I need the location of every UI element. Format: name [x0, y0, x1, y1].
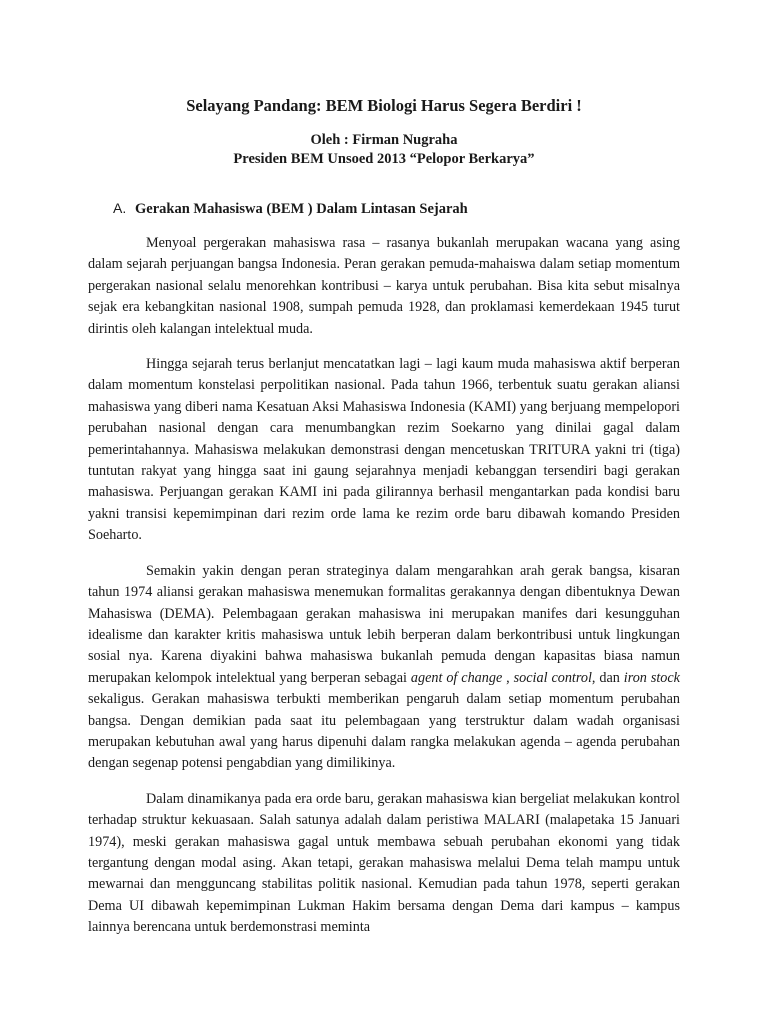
document-title: Selayang Pandang: BEM Biologi Harus Segera Berdiri ! — [186, 96, 582, 115]
paragraph-3-text-2: , — [502, 669, 514, 686]
paragraph-3-text-1: Semakin yakin dengan peran strateginya dalam mengarahkan arah gerak bangsa, kisaran tahun 1974 aliansi gerakan mahasiswa menemukan formalitas gerakannya dengan dibentuknya Dewan Mahasiswa (DEMA). Pelembagaan gerakan mahasiswa ini merupakan manifes dari kesungguhan idealisme dan karakter kritis mahasiswa untuk lebih berperan dalam berkontribusi untuk lingkungan sosial nya. Karena diyakini bahwa mahasiswa bukanlah pemuda dengan kapasitas biasa namun merupakan kelompok intelektual yang berperan sebagai — [88, 562, 680, 686]
paragraph-3-text-3: , dan — [591, 669, 624, 686]
section-heading-text: Gerakan Mahasiswa (BEM ) Dalam Lintasan Sejarah — [135, 201, 468, 217]
paragraph-3-italic-social-control: social control — [513, 669, 592, 686]
paragraph-3-text-4: sekaligus. Gerakan mahasiswa terbukti memberikan pengaruh dalam setiap momentum perubahan bangsa. Dengan demikian pada saat itu pelembagaan yang terstruktur dalam wadah organisasi merupakan kebutuhan awal yang harus dipenuhi dalam rangka melakukan agenda – agenda perubahan dengan segenap potensi pengabdian yang dimilikinya. — [88, 691, 680, 772]
paragraph-3-italic-agent-of-change: agent of change — [410, 669, 503, 686]
paragraph-2: Hingga sejarah terus berlanjut mencatatkan lagi – lagi kaum muda mahasiswa aktif berperan dalam momentum konstelasi perpolitikan nasional. Pada tahun 1966, terbentuk suatu gerakan aliansi mahasiswa yang diberi nama Kesatuan Aksi Mahasiswa Indonesia (KAMI) yang berjuang mempelopori perubahan nasional dengan cara menumbangkan rezim Soekarno yang dinilai gagal dalam pemerintahannya. Mahasiswa melakukan demonstrasi dengan mencetuskan TRITURA yakni tri (tiga) tuntutan rakyat yang hingga saat ini gaung sejarahnya menjadi kebanggan tersendiri bagi gerakan mahasiswa. Perjuangan gerakan KAMI ini pada gilirannya berhasil mengantarkan pada kondisi baru yakni transisi kepemimpinan dari rezim orde lama ke rezim orde baru dibawah komando Presiden Soeharto. — [88, 356, 680, 544]
author-line: Oleh : Firman Nugraha — [310, 132, 458, 148]
paragraph-1: Menyoal pergerakan mahasiswa rasa – rasanya bukanlah merupakan wacana yang asing dalam sejarah perjuangan bangsa Indonesia. Peran gerakan pemuda-mahaiswa dalam setiap momentum pergerakan nasional selalu menorehkan kontribusi – karya untuk perubahan. Bisa kita sebut misalnya sejak era kebangkitan nasional 1908, sumpah pemuda 1928, dan proklamasi kemerdekaan 1945 turut dirintis oleh kalangan intelektual muda. — [88, 235, 680, 337]
paragraph-4: Dalam dinamikanya pada era orde baru, gerakan mahasiswa kian bergeliat melakukan kontrol terhadap struktur kekuasaan. Salah satunya adalah dalam peristiwa MALARI (malapetaka 15 Januari 1974), meski gerakan mahasiswa gagal untuk membawa sebuah perubahan ekonomi yang tidak tergantung dengan modal asing. Akan tetapi, gerakan mahasiswa melalui Dema telah mampu untuk mewarnai dan mengguncang stabilitas politik nasional. Kemudian pada tahun 1978, seperti gerakan Dema UI dibawah kepemimpinan Lukman Hakim bersama dengan Dema dari kampus – kampus lainnya berencana untuk berdemonstrasi meminta — [88, 790, 680, 936]
section-heading — [113, 199, 468, 218]
section-letter: A. — [113, 200, 127, 216]
body-text — [88, 233, 680, 953]
author-role-line: Presiden BEM Unsoed 2013 “Pelopor Berkarya” — [233, 151, 535, 167]
paragraph-3 — [88, 561, 680, 775]
paragraph-3-italic-iron-stock: iron stock — [623, 669, 680, 686]
